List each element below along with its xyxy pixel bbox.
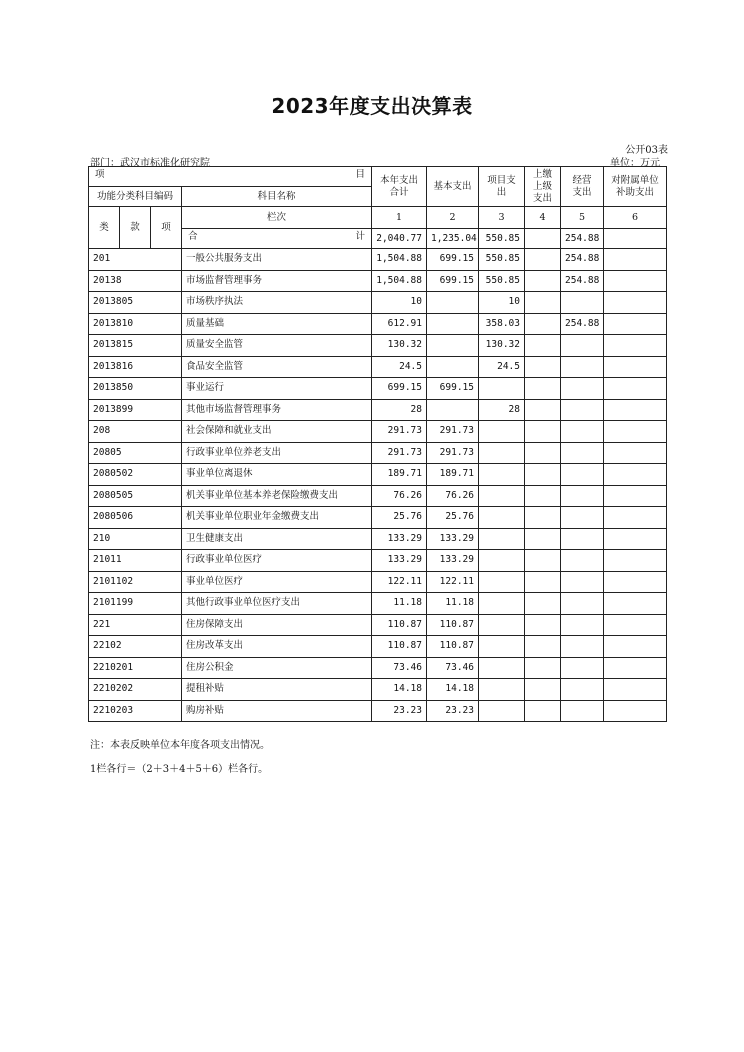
row-code: 2210201 bbox=[89, 657, 182, 679]
col-num-6: 6 bbox=[604, 207, 667, 229]
row-value-col-2: 133.29 bbox=[427, 550, 479, 572]
row-value-col-5 bbox=[561, 378, 604, 400]
row-value-col-5 bbox=[561, 679, 604, 701]
row-subject-name: 机关事业单位基本养老保险缴费支出 bbox=[182, 485, 372, 507]
row-value-col-2: 133.29 bbox=[427, 528, 479, 550]
row-value-col-3: 550.85 bbox=[479, 249, 525, 271]
row-value-col-6 bbox=[604, 614, 667, 636]
row-value-col-4 bbox=[525, 657, 561, 679]
row-value-col-6 bbox=[604, 679, 667, 701]
row-subject-name: 行政事业单位医疗 bbox=[182, 550, 372, 572]
row-value-col-3 bbox=[479, 464, 525, 486]
col-num-3: 3 bbox=[479, 207, 525, 229]
row-value-col-6 bbox=[604, 292, 667, 314]
header-col-6: 对附属单位补助支出 bbox=[604, 167, 667, 207]
row-value-col-1: 23.23 bbox=[372, 700, 427, 722]
row-value-col-2: 291.73 bbox=[427, 421, 479, 443]
row-value-col-1: 28 bbox=[372, 399, 427, 421]
row-value-col-6 bbox=[604, 378, 667, 400]
row-value-col-2: 699.15 bbox=[427, 270, 479, 292]
total-value: 550.85 bbox=[479, 229, 525, 249]
row-subject-name: 其他行政事业单位医疗支出 bbox=[182, 593, 372, 615]
row-value-col-1: 189.71 bbox=[372, 464, 427, 486]
row-subject-name: 市场监督管理事务 bbox=[182, 270, 372, 292]
total-value: 2,040.77 bbox=[372, 229, 427, 249]
row-value-col-1: 76.26 bbox=[372, 485, 427, 507]
note-line-1: 注：本表反映单位本年度各项支出情况。 bbox=[90, 740, 270, 751]
row-value-col-3 bbox=[479, 421, 525, 443]
row-value-col-1: 24.5 bbox=[372, 356, 427, 378]
row-value-col-1: 1,504.88 bbox=[372, 249, 427, 271]
row-value-col-6 bbox=[604, 442, 667, 464]
row-value-col-2 bbox=[427, 335, 479, 357]
row-value-col-4 bbox=[525, 614, 561, 636]
row-value-col-5 bbox=[561, 700, 604, 722]
row-value-col-1: 25.76 bbox=[372, 507, 427, 529]
table-row bbox=[89, 593, 667, 615]
row-value-col-3 bbox=[479, 528, 525, 550]
row-value-col-1: 1,504.88 bbox=[372, 270, 427, 292]
header-item-left: 项 bbox=[95, 169, 105, 180]
row-code: 2013899 bbox=[89, 399, 182, 421]
row-value-col-4 bbox=[525, 249, 561, 271]
row-value-col-1: 14.18 bbox=[372, 679, 427, 701]
col-num-5: 5 bbox=[561, 207, 604, 229]
row-code: 210 bbox=[89, 528, 182, 550]
row-value-col-2: 122.11 bbox=[427, 571, 479, 593]
row-value-col-3 bbox=[479, 550, 525, 572]
row-value-col-6 bbox=[604, 464, 667, 486]
row-value-col-2 bbox=[427, 356, 479, 378]
note-line-2: 1栏各行＝（2＋3＋4＋5＋6）栏各行。 bbox=[90, 764, 269, 775]
row-code: 21011 bbox=[89, 550, 182, 572]
col-num-4: 4 bbox=[525, 207, 561, 229]
row-code: 2210203 bbox=[89, 700, 182, 722]
row-subject-name: 食品安全监管 bbox=[182, 356, 372, 378]
row-code: 2013815 bbox=[89, 335, 182, 357]
total-value bbox=[525, 229, 561, 249]
row-subject-name: 住房改革支出 bbox=[182, 636, 372, 658]
row-value-col-5 bbox=[561, 636, 604, 658]
row-value-col-6 bbox=[604, 550, 667, 572]
row-value-col-2: 291.73 bbox=[427, 442, 479, 464]
table-row bbox=[89, 335, 667, 357]
row-code: 221 bbox=[89, 614, 182, 636]
row-value-col-2: 699.15 bbox=[427, 378, 479, 400]
row-value-col-5 bbox=[561, 593, 604, 615]
row-value-col-6 bbox=[604, 270, 667, 292]
row-code: 2013805 bbox=[89, 292, 182, 314]
row-code: 20138 bbox=[89, 270, 182, 292]
row-subject-name: 购房补贴 bbox=[182, 700, 372, 722]
row-value-col-2: 189.71 bbox=[427, 464, 479, 486]
row-value-col-6 bbox=[604, 356, 667, 378]
row-code: 2210202 bbox=[89, 679, 182, 701]
row-value-col-6 bbox=[604, 571, 667, 593]
total-value bbox=[604, 229, 667, 249]
row-value-col-5 bbox=[561, 421, 604, 443]
row-subject-name: 住房公积金 bbox=[182, 657, 372, 679]
row-code: 2101102 bbox=[89, 571, 182, 593]
row-subject-name: 住房保障支出 bbox=[182, 614, 372, 636]
row-value-col-2: 699.15 bbox=[427, 249, 479, 271]
row-value-col-4 bbox=[525, 270, 561, 292]
row-code: 22102 bbox=[89, 636, 182, 658]
table-row bbox=[89, 378, 667, 400]
row-value-col-6 bbox=[604, 249, 667, 271]
form-number: 公开03表 bbox=[625, 145, 668, 156]
row-value-col-1: 612.91 bbox=[372, 313, 427, 335]
table-row bbox=[89, 700, 667, 722]
row-value-col-2: 76.26 bbox=[427, 485, 479, 507]
total-label-right: 计 bbox=[355, 231, 365, 242]
row-value-col-4 bbox=[525, 464, 561, 486]
header-kuan: 款 bbox=[120, 207, 151, 249]
row-value-col-6 bbox=[604, 700, 667, 722]
total-label-left: 合 bbox=[188, 231, 198, 242]
row-value-col-3 bbox=[479, 657, 525, 679]
row-code: 2080506 bbox=[89, 507, 182, 529]
table-row bbox=[89, 657, 667, 679]
row-value-col-5: 254.88 bbox=[561, 270, 604, 292]
row-value-col-3: 130.32 bbox=[479, 335, 525, 357]
row-subject-name: 提租补贴 bbox=[182, 679, 372, 701]
header-item-cell bbox=[89, 167, 372, 187]
table-row bbox=[89, 399, 667, 421]
row-value-col-4 bbox=[525, 507, 561, 529]
row-subject-name: 事业单位离退休 bbox=[182, 464, 372, 486]
total-label-cell bbox=[182, 229, 372, 249]
row-subject-name: 行政事业单位养老支出 bbox=[182, 442, 372, 464]
row-code: 2013816 bbox=[89, 356, 182, 378]
row-value-col-3: 28 bbox=[479, 399, 525, 421]
row-value-col-5 bbox=[561, 292, 604, 314]
header-col-3: 项目支出 bbox=[479, 167, 525, 207]
table-row bbox=[89, 614, 667, 636]
row-value-col-5 bbox=[561, 442, 604, 464]
row-value-col-1: 699.15 bbox=[372, 378, 427, 400]
row-value-col-5 bbox=[561, 614, 604, 636]
table-row bbox=[89, 485, 667, 507]
row-value-col-4 bbox=[525, 528, 561, 550]
row-value-col-1: 10 bbox=[372, 292, 427, 314]
department-label: 部门：武汉市标准化研究院 bbox=[90, 158, 210, 169]
row-value-col-6 bbox=[604, 507, 667, 529]
row-subject-name: 一般公共服务支出 bbox=[182, 249, 372, 271]
row-value-col-4 bbox=[525, 485, 561, 507]
row-value-col-2: 23.23 bbox=[427, 700, 479, 722]
header-col-2: 基本支出 bbox=[427, 167, 479, 207]
row-code: 20805 bbox=[89, 442, 182, 464]
row-value-col-2: 73.46 bbox=[427, 657, 479, 679]
row-value-col-6 bbox=[604, 313, 667, 335]
row-value-col-3 bbox=[479, 571, 525, 593]
row-value-col-3 bbox=[479, 378, 525, 400]
header-subject-name: 科目名称 bbox=[182, 187, 372, 207]
row-value-col-5 bbox=[561, 356, 604, 378]
row-value-col-1: 11.18 bbox=[372, 593, 427, 615]
expenditure-table bbox=[88, 166, 667, 722]
row-value-col-2 bbox=[427, 313, 479, 335]
row-value-col-1: 110.87 bbox=[372, 636, 427, 658]
row-value-col-6 bbox=[604, 335, 667, 357]
row-value-col-2 bbox=[427, 399, 479, 421]
row-value-col-5 bbox=[561, 399, 604, 421]
row-value-col-3 bbox=[479, 679, 525, 701]
row-value-col-5: 254.88 bbox=[561, 249, 604, 271]
row-subject-name: 社会保障和就业支出 bbox=[182, 421, 372, 443]
row-subject-name: 其他市场监督管理事务 bbox=[182, 399, 372, 421]
row-value-col-6 bbox=[604, 399, 667, 421]
row-value-col-5 bbox=[561, 507, 604, 529]
row-value-col-1: 133.29 bbox=[372, 550, 427, 572]
header-xiang: 项 bbox=[151, 207, 182, 249]
row-value-col-1: 291.73 bbox=[372, 442, 427, 464]
row-value-col-3 bbox=[479, 593, 525, 615]
table-row bbox=[89, 507, 667, 529]
header-lanci: 栏次 bbox=[182, 207, 372, 229]
row-value-col-4 bbox=[525, 313, 561, 335]
row-value-col-4 bbox=[525, 378, 561, 400]
row-code: 208 bbox=[89, 421, 182, 443]
table-row bbox=[89, 421, 667, 443]
row-subject-name: 质量安全监管 bbox=[182, 335, 372, 357]
row-value-col-3 bbox=[479, 507, 525, 529]
row-value-col-6 bbox=[604, 657, 667, 679]
row-value-col-5 bbox=[561, 464, 604, 486]
header-col-5: 经营支出 bbox=[561, 167, 604, 207]
row-value-col-2: 25.76 bbox=[427, 507, 479, 529]
page-title: 2023年度支出决算表 bbox=[271, 94, 473, 118]
row-value-col-3 bbox=[479, 442, 525, 464]
row-subject-name: 事业单位医疗 bbox=[182, 571, 372, 593]
row-value-col-6 bbox=[604, 636, 667, 658]
total-value: 1,235.04 bbox=[427, 229, 479, 249]
row-value-col-4 bbox=[525, 442, 561, 464]
row-value-col-2: 11.18 bbox=[427, 593, 479, 615]
row-subject-name: 质量基础 bbox=[182, 313, 372, 335]
table-row bbox=[89, 313, 667, 335]
row-value-col-4 bbox=[525, 571, 561, 593]
row-value-col-6 bbox=[604, 528, 667, 550]
row-value-col-6 bbox=[604, 421, 667, 443]
table-row bbox=[89, 636, 667, 658]
row-value-col-4 bbox=[525, 636, 561, 658]
row-value-col-1: 122.11 bbox=[372, 571, 427, 593]
row-value-col-3 bbox=[479, 614, 525, 636]
row-value-col-1: 130.32 bbox=[372, 335, 427, 357]
row-value-col-6 bbox=[604, 593, 667, 615]
row-value-col-4 bbox=[525, 292, 561, 314]
row-subject-name: 市场秩序执法 bbox=[182, 292, 372, 314]
table-row bbox=[89, 270, 667, 292]
unit-label: 单位：万元 bbox=[610, 158, 660, 169]
row-value-col-3: 550.85 bbox=[479, 270, 525, 292]
header-col-4: 上缴上级支出 bbox=[525, 167, 561, 207]
row-value-col-3: 358.03 bbox=[479, 313, 525, 335]
row-code: 2080502 bbox=[89, 464, 182, 486]
row-value-col-4 bbox=[525, 421, 561, 443]
row-value-col-3: 10 bbox=[479, 292, 525, 314]
row-code: 2080505 bbox=[89, 485, 182, 507]
col-num-1: 1 bbox=[372, 207, 427, 229]
row-value-col-5 bbox=[561, 657, 604, 679]
row-value-col-1: 110.87 bbox=[372, 614, 427, 636]
row-value-col-1: 73.46 bbox=[372, 657, 427, 679]
row-subject-name: 机关事业单位职业年金缴费支出 bbox=[182, 507, 372, 529]
table-row bbox=[89, 356, 667, 378]
table-row bbox=[89, 292, 667, 314]
row-value-col-5 bbox=[561, 528, 604, 550]
row-code: 201 bbox=[89, 249, 182, 271]
total-value: 254.88 bbox=[561, 229, 604, 249]
row-value-col-4 bbox=[525, 399, 561, 421]
row-value-col-5 bbox=[561, 571, 604, 593]
row-value-col-6 bbox=[604, 485, 667, 507]
table-row bbox=[89, 442, 667, 464]
row-value-col-2 bbox=[427, 292, 479, 314]
table-row bbox=[89, 571, 667, 593]
row-value-col-3 bbox=[479, 485, 525, 507]
row-subject-name: 卫生健康支出 bbox=[182, 528, 372, 550]
row-value-col-5 bbox=[561, 550, 604, 572]
table-row bbox=[89, 464, 667, 486]
row-code: 2013810 bbox=[89, 313, 182, 335]
row-value-col-4 bbox=[525, 700, 561, 722]
table-row bbox=[89, 528, 667, 550]
row-code: 2013850 bbox=[89, 378, 182, 400]
row-value-col-4 bbox=[525, 550, 561, 572]
row-value-col-1: 133.29 bbox=[372, 528, 427, 550]
row-value-col-5 bbox=[561, 485, 604, 507]
row-subject-name: 事业运行 bbox=[182, 378, 372, 400]
row-value-col-3: 24.5 bbox=[479, 356, 525, 378]
col-num-2: 2 bbox=[427, 207, 479, 229]
table-row bbox=[89, 249, 667, 271]
row-code: 2101199 bbox=[89, 593, 182, 615]
row-value-col-4 bbox=[525, 335, 561, 357]
row-value-col-2: 110.87 bbox=[427, 636, 479, 658]
header-lei: 类 bbox=[89, 207, 120, 249]
header-col-1: 本年支出合计 bbox=[372, 167, 427, 207]
table-row bbox=[89, 550, 667, 572]
row-value-col-4 bbox=[525, 593, 561, 615]
header-func-code: 功能分类科目编码 bbox=[89, 187, 182, 207]
row-value-col-3 bbox=[479, 700, 525, 722]
header-item-right: 目 bbox=[355, 169, 365, 180]
row-value-col-2: 14.18 bbox=[427, 679, 479, 701]
row-value-col-4 bbox=[525, 679, 561, 701]
row-value-col-3 bbox=[479, 636, 525, 658]
row-value-col-4 bbox=[525, 356, 561, 378]
row-value-col-5 bbox=[561, 335, 604, 357]
table-row bbox=[89, 679, 667, 701]
row-value-col-1: 291.73 bbox=[372, 421, 427, 443]
row-value-col-2: 110.87 bbox=[427, 614, 479, 636]
row-value-col-5: 254.88 bbox=[561, 313, 604, 335]
